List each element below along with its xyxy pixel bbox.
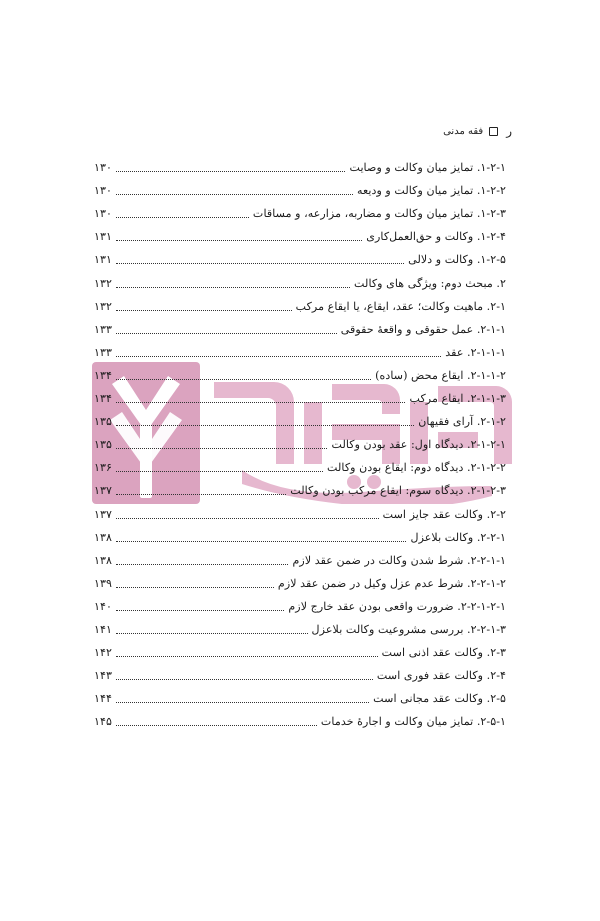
- toc-entry-title: ۲-۱-۱-۲. ایقاع محض (ساده): [375, 368, 506, 382]
- toc-entry: [94, 591, 506, 614]
- toc-entry-title: ۲-۲. وکالت عقد جایز است: [382, 507, 506, 521]
- toc-dot-leader: [116, 310, 292, 311]
- toc-entry-page-number: ۱۳۷: [94, 484, 113, 498]
- toc-entry-page-number: ۱۳۰: [94, 207, 113, 221]
- toc-entry-title: ۲-۵-۱. تمایز میان وکالت و اجارهٔ خدمات: [320, 715, 506, 729]
- toc-entry-title: ۲-۱. ماهیت وکالت؛ عقد، ایقاع، یا ایقاع مرکب: [295, 299, 506, 313]
- toc-entry: [94, 660, 506, 683]
- toc-entry-title: ۲-۱-۱-۱. عقد: [445, 345, 506, 359]
- toc-entry-title: ۲-۲-۱-۲. شرط عدم عزل وکیل در ضمن عقد لازم: [277, 576, 506, 590]
- toc-entry-title: ۲-۳. وکالت عقد اذنی است: [381, 646, 506, 660]
- toc-entry: [94, 522, 506, 545]
- toc-dot-leader: [116, 171, 345, 172]
- toc-dot-leader: [116, 587, 274, 588]
- toc-dot-leader: [116, 402, 405, 403]
- toc-entry-title: ۱-۲-۳. تمایز میان وکالت و مضاربه، مزارعه، و مساقات: [252, 207, 506, 221]
- toc-entry-page-number: ۱۳۵: [94, 415, 113, 429]
- toc-entry: [94, 452, 506, 475]
- toc-dot-leader: [116, 679, 373, 680]
- toc-entry-page-number: ۱۳۴: [94, 368, 113, 382]
- toc-dot-leader: [116, 725, 317, 726]
- toc-dot-leader: [116, 518, 379, 519]
- toc-entry-page-number: ۱۴۳: [94, 669, 113, 683]
- toc-entry: [94, 475, 506, 498]
- toc-entry: [94, 314, 506, 337]
- toc-entry-title: ۱-۲-۲. تمایز میان وکالت و ودیعه: [356, 184, 506, 198]
- toc-entry-title: ۱-۲-۱. تمایز میان وکالت و وصایت: [349, 161, 506, 175]
- square-outline-icon: [489, 127, 498, 136]
- running-header: [443, 124, 512, 138]
- toc-entry-page-number: ۱۳۹: [94, 576, 113, 590]
- toc-entry: [94, 406, 506, 429]
- toc-dot-leader: [116, 494, 286, 495]
- toc-entry-page-number: ۱۳۲: [94, 276, 113, 290]
- toc-entry-title: ۲. مبحث دوم: ویژگی های وکالت: [354, 276, 506, 290]
- toc-entry-title: ۲-۲-۱. وکالت بلاعزل: [410, 530, 506, 544]
- toc-entry-page-number: ۱۳۳: [94, 345, 113, 359]
- toc-entry-title: ۲-۲-۱-۱. شرط شدن وکالت در ضمن عقد لازم: [292, 553, 506, 567]
- toc-entry-page-number: ۱۳۱: [94, 253, 113, 267]
- toc-entry-title: ۱-۲-۴. وکالت و حق‌العمل‌کاری: [366, 230, 506, 244]
- book-title: فقه مدنی: [443, 125, 484, 137]
- toc-entry: [94, 175, 506, 198]
- toc-entry: [94, 614, 506, 637]
- toc-entry: [94, 267, 506, 290]
- toc-dot-leader: [116, 263, 404, 264]
- toc-entry-page-number: ۱۳۳: [94, 322, 113, 336]
- toc-entry-title: ۲-۱-۱-۳. ایقاع مرکب: [409, 392, 506, 406]
- toc-dot-leader: [116, 194, 353, 195]
- toc-entry-page-number: ۱۳۶: [94, 461, 113, 475]
- toc-entry-page-number: ۱۳۴: [94, 392, 113, 406]
- toc-entry: [94, 244, 506, 267]
- toc-entry-page-number: ۱۳۰: [94, 161, 113, 175]
- toc-entry: [94, 498, 506, 521]
- toc-dot-leader: [116, 656, 378, 657]
- toc-entry-page-number: ۱۳۰: [94, 184, 113, 198]
- toc-dot-leader: [116, 471, 323, 472]
- toc-entry-page-number: ۱۳۸: [94, 553, 113, 567]
- toc-entry-title: ۲-۲-۱-۳. بررسی مشروعیت وکالت بلاعزل: [311, 622, 506, 636]
- toc-entry-title: ۲-۴. وکالت عقد فوری است: [376, 669, 506, 683]
- toc-dot-leader: [116, 356, 441, 357]
- toc-entry-page-number: ۱۳۵: [94, 438, 113, 452]
- toc-dot-leader: [116, 633, 308, 634]
- toc-entry-title: ۲-۱-۲-۱. دیدگاه اول: عقد بودن وکالت: [331, 438, 506, 452]
- toc-entry: [94, 337, 506, 360]
- toc-entry: [94, 198, 506, 221]
- toc-entry: [94, 429, 506, 452]
- toc-entry-title: ۲-۱-۲-۳. دیدگاه سوم: ایقاع مرکب بودن وکالت: [290, 484, 506, 498]
- toc-entry: [94, 291, 506, 314]
- toc-dot-leader: [116, 448, 327, 449]
- toc-entry: [94, 637, 506, 660]
- toc-entry-title: ۱-۲-۵. وکالت و دلالی: [408, 253, 506, 267]
- page-letter: ر: [506, 124, 512, 138]
- toc-entry-page-number: ۱۴۱: [94, 622, 113, 636]
- toc-entry: [94, 152, 506, 175]
- toc-entry-page-number: ۱۳۱: [94, 230, 113, 244]
- toc-entry-page-number: ۱۴۰: [94, 599, 113, 613]
- toc-dot-leader: [116, 287, 350, 288]
- toc-entry-page-number: ۱۳۷: [94, 507, 113, 521]
- toc-dot-leader: [116, 217, 249, 218]
- toc-dot-leader: [116, 541, 406, 542]
- toc-dot-leader: [116, 240, 362, 241]
- toc-dot-leader: [116, 379, 371, 380]
- toc-entry-page-number: ۱۴۵: [94, 715, 113, 729]
- toc-entry: [94, 706, 506, 729]
- toc-dot-leader: [116, 702, 369, 703]
- toc-entry-title: ۲-۵. وکالت عقد مجانی است: [373, 692, 506, 706]
- toc-entry: [94, 683, 506, 706]
- toc-entry: [94, 383, 506, 406]
- toc-entry-title: ۲-۱-۲. آرای فقیهان: [418, 415, 506, 429]
- toc-entry-page-number: ۱۳۲: [94, 299, 113, 313]
- toc-entry: [94, 568, 506, 591]
- toc-entry-title: ۲-۱-۲-۲. دیدگاه دوم: ایقاع بودن وکالت: [327, 461, 506, 475]
- toc-dot-leader: [116, 564, 288, 565]
- toc-entry-page-number: ۱۳۸: [94, 530, 113, 544]
- toc-entry-page-number: ۱۴۴: [94, 692, 113, 706]
- toc-entry: [94, 545, 506, 568]
- toc-dot-leader: [116, 425, 414, 426]
- toc-dot-leader: [116, 333, 337, 334]
- toc-entry-title: ۲-۱-۱. عمل حقوقی و واقعهٔ حقوقی: [340, 322, 506, 336]
- toc-entry-title: ۲-۲-۱-۲-۱. ضرورت واقعی بودن عقد خارج لازم: [288, 599, 506, 613]
- toc-dot-leader: [116, 610, 284, 611]
- toc-entry: [94, 360, 506, 383]
- table-of-contents: [94, 152, 506, 729]
- toc-entry: [94, 221, 506, 244]
- toc-entry-page-number: ۱۴۲: [94, 646, 113, 660]
